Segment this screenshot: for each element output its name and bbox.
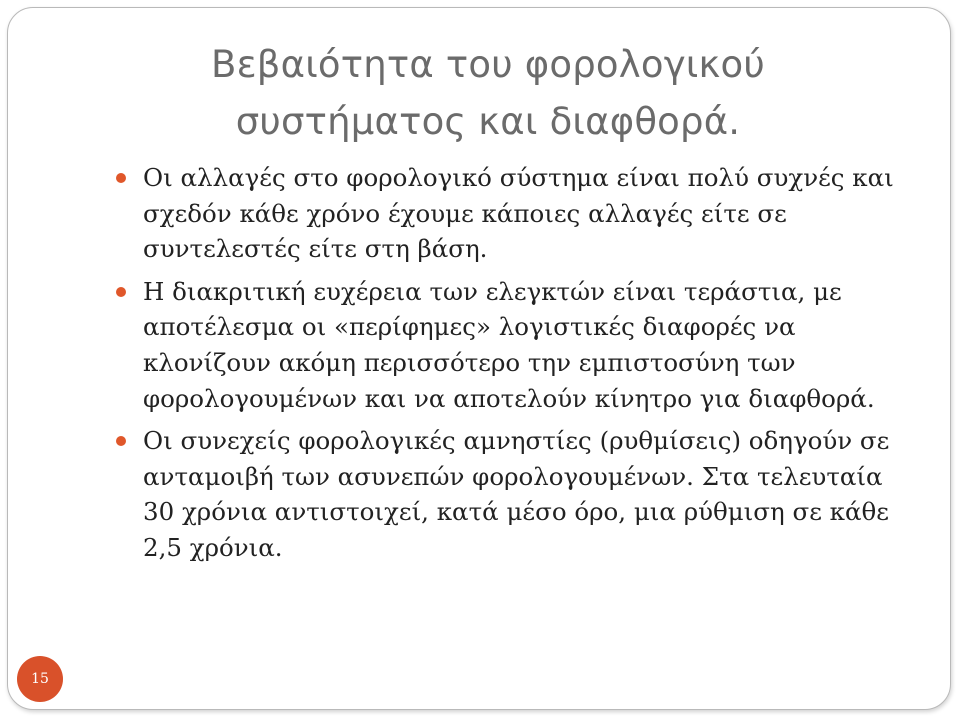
bullet-dot-icon bbox=[116, 173, 126, 183]
slide bbox=[7, 7, 951, 710]
bullet-list bbox=[116, 160, 916, 573]
bullet-item bbox=[116, 423, 916, 565]
bullet-dot-icon bbox=[116, 436, 126, 446]
bullet-item bbox=[116, 274, 916, 416]
page-number-badge: 15 bbox=[17, 656, 63, 702]
bullet-item bbox=[116, 160, 916, 267]
slide-title bbox=[88, 36, 888, 150]
slide-title-line-1: Βεβαιότητα του φορολογικού bbox=[211, 43, 765, 86]
slide-title-line-2: συστήματος και διαφθορά. bbox=[235, 100, 741, 143]
bullet-text: Η διακριτική ευχέρεια των ελεγκτών είναι τεράστια, με αποτέλεσμα οι «περίφημες» λογιστικές διαφορές να κλονίζουν ακόμη περισσότερο την εμπιστοσύνη των φορολογουμένων και να αποτελούν κίνητρο για διαφθορά. bbox=[143, 276, 875, 413]
bullet-dot-icon bbox=[116, 287, 126, 297]
bullet-text: Οι συνεχείς φορολογικές αμνηστίες (ρυθμίσεις) οδηγούν σε ανταμοιβή των ασυνεπών φορολογουμένων. Στα τελευταία 30 χρόνια αντιστοιχεί, κατά μέσο όρο, μια ρύθμιση σε κάθε 2,5 χρόνια. bbox=[143, 426, 890, 562]
bullet-text: Οι αλλαγές στο φορολογικό σύστημα είναι πολύ συχνές και σχεδόν κάθε χρόνο έχουμε κάποιες αλλαγές είτε σε συντελεστές είτε στη βάση. bbox=[143, 163, 894, 264]
